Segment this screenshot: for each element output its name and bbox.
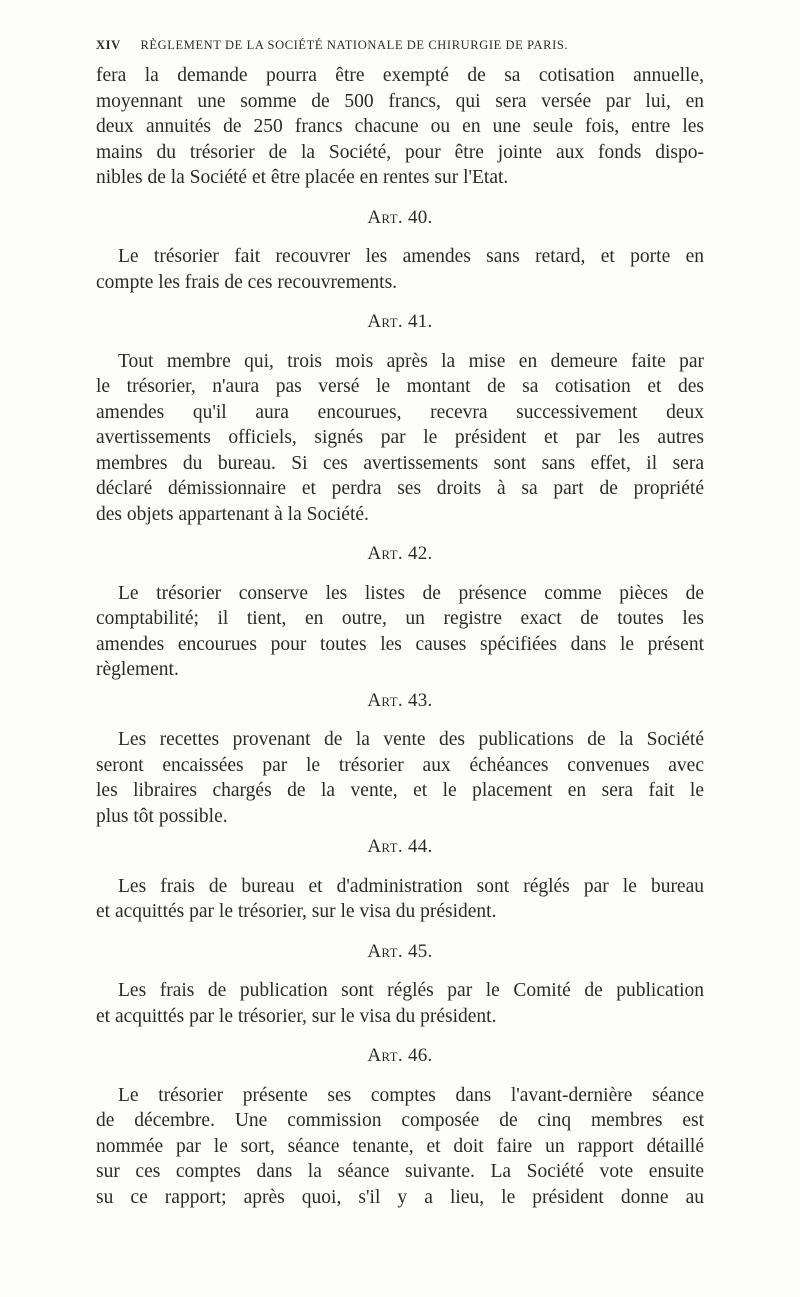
text-line: le trésorier, n'aura pas versé le montant de sa cotisation et des: [96, 376, 704, 397]
text-line: Le trésorier fait recouvrer les amendes sans retard, et porte en: [118, 246, 704, 267]
article-heading: Art. 44.: [367, 836, 433, 857]
text-line: deux annuités de 250 francs chacune ou en une seule fois, entre les: [96, 116, 704, 137]
text-line: amendes encourues pour toutes les causes spécifiées dans le présent: [96, 633, 704, 655]
paragraph-art-46: [96, 1083, 704, 1211]
article-heading: Art. 41.: [367, 311, 433, 332]
text-line: de décembre. Une commission composée de cinq membres est: [96, 1110, 704, 1131]
text-line: des objets appartenant à la Société.: [96, 503, 369, 525]
running-head: [96, 38, 704, 53]
text-line: amendes qu'il aura encourues, recevra successivement deux: [96, 401, 704, 423]
paragraph-art-45: [96, 978, 704, 1029]
text-line: Le trésorier présente ses comptes dans l'avant-dernière séance: [118, 1084, 704, 1106]
paragraph-art-42: [96, 581, 704, 683]
article-heading: Art. 46.: [367, 1045, 433, 1066]
text-line: sur ces comptes dans la séance suivante. La Société vote ensuite: [96, 1161, 704, 1182]
text-line: membres du bureau. Si ces avertissements sont sans effet, il sera: [96, 452, 704, 474]
page-number: XIV: [96, 38, 121, 52]
paragraph-art-44: [96, 874, 704, 925]
text-line: Les frais de bureau et d'administration sont réglés par le bureau: [118, 875, 704, 897]
text-body: [96, 63, 704, 1210]
article-heading: Art. 42.: [367, 543, 433, 564]
article-heading: Art. 43.: [367, 689, 433, 711]
text-line: comptabilité; il tient, en outre, un registre exact de toutes les: [96, 608, 704, 629]
text-line: Tout membre qui, trois mois après la mise en demeure faite par: [118, 350, 704, 372]
paragraph-intro: [96, 63, 704, 191]
paragraph-art-43: [96, 727, 704, 829]
text-line: déclaré démissionnaire et perdra ses droits à sa part de propriété: [96, 478, 704, 499]
text-line: seront encaissées par le trésorier aux échéances convenues avec: [96, 754, 704, 776]
text-line: compte les frais de ces recouvrements.: [96, 271, 398, 293]
text-line: Le trésorier conserve les listes de présence comme pièces de: [118, 582, 704, 604]
text-line: règlement.: [96, 659, 179, 680]
text-line: nibles de la Société et être placée en rentes sur l'Etat.: [96, 167, 509, 188]
text-line: moyennant une somme de 500 francs, qui sera versée par lui, en: [96, 90, 704, 112]
paragraph-art-40: [96, 244, 704, 295]
text-line: nommée par le sort, séance tenante, et doit faire un rapport détaillé: [96, 1135, 704, 1157]
text-line: su ce rapport; après quoi, s'il y a lieu, le président donne au: [96, 1186, 704, 1208]
text-line: mains du trésorier de la Société, pour être jointe aux fonds dispo-: [96, 141, 704, 163]
text-line: plus tôt possible.: [96, 805, 228, 827]
text-line: et acquittés par le trésorier, sur le visa du président.: [96, 901, 497, 922]
text-line: avertissements officiels, signés par le président et par les autres: [96, 427, 704, 448]
text-line: Les frais de publication sont réglés par le Comité de publication: [118, 980, 704, 1001]
text-line: fera la demande pourra être exempté de sa cotisation annuelle,: [96, 65, 704, 86]
article-heading: Art. 40.: [367, 206, 433, 228]
text-line: les libraires chargés de la vente, et le placement en sera fait le: [96, 780, 704, 801]
paragraph-art-41: [96, 349, 704, 528]
article-heading: Art. 45.: [367, 940, 433, 962]
text-line: et acquittés par le trésorier, sur le visa du président.: [96, 1005, 497, 1027]
running-title: RÈGLEMENT DE LA SOCIÉTÉ NATIONALE DE CHIRURGIE DE PARIS.: [140, 38, 569, 52]
text-line: Les recettes provenant de la vente des publications de la Société: [118, 729, 704, 750]
